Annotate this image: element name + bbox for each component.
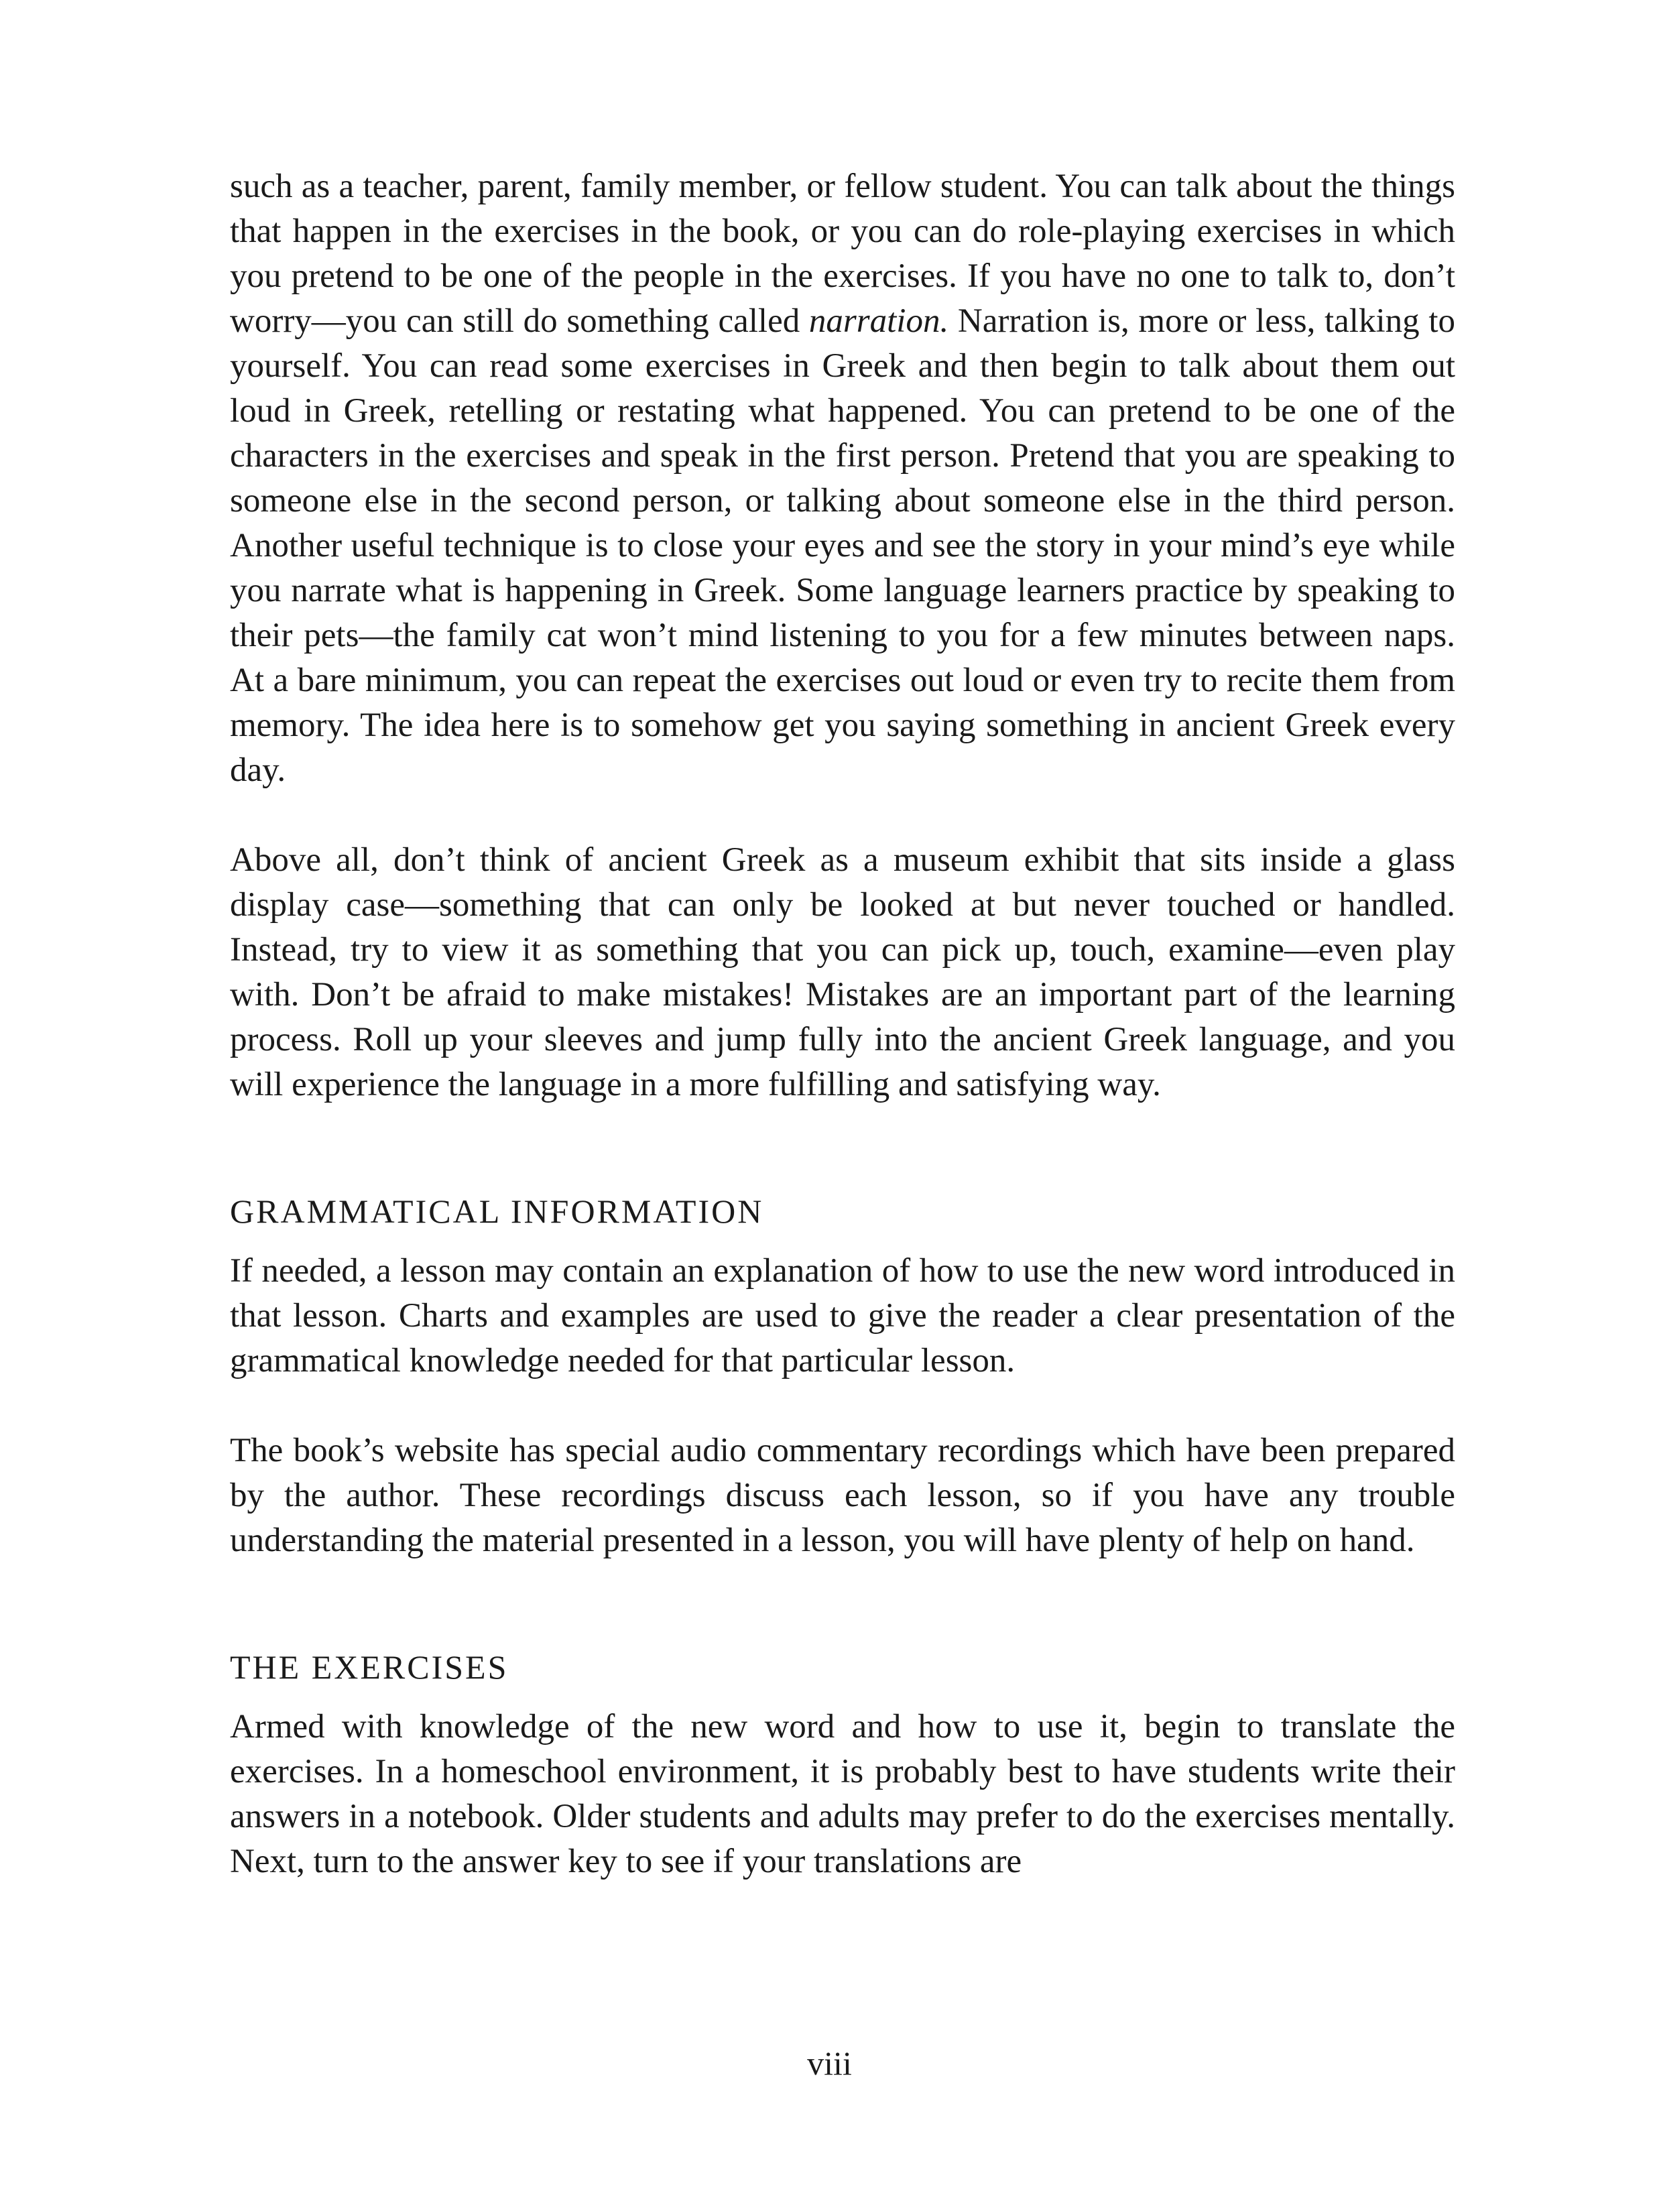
paragraph-narration bbox=[230, 164, 1455, 793]
section-the-exercises bbox=[230, 1645, 1455, 1884]
page-number: viii bbox=[807, 2044, 852, 2082]
section-heading: THE EXERCISES bbox=[230, 1648, 509, 1686]
paragraph-museum-exhibit: Above all, don’t think of ancient Greek as a museum exhibit that sits inside a glass display case—something that can only be looked at but never touched or handled. Instead, try to view it as something that you can pick up, touch, examine—even play with. Don’t be afraid to make mistakes! Mistakes are an important part of the learning process. Roll up your sleeves and jump fully into the ancient Greek language, and you will experience the language in a more fulfilling and satisfying way. bbox=[230, 841, 1455, 1103]
paragraph-narration-text-start: such as a teacher, parent, family member, or fellow student. You can talk about the things that happen in the exercises in the book, or you can do role-playing exercises in which you pretend to be one of the people in the exercises. If you have no one to talk to, don’t worry—you can still do something called bbox=[230, 168, 1455, 340]
narration-emphasis: narration. bbox=[808, 302, 949, 340]
section-heading: GRAMMATICAL INFORMATION bbox=[230, 1192, 764, 1230]
paragraph-exercises: Armed with knowledge of the new word and how to use it, begin to translate the exercises. In a homeschool environment, it is probably best to have students write their answers in a notebook. Older students and adults may prefer to do the exercises mentally. Next, turn to the answer key to see if your translations are bbox=[230, 1708, 1455, 1880]
section-grammatical-information bbox=[230, 1189, 1455, 1563]
paragraph-grammar-explanation: If needed, a lesson may contain an explanation of how to use the new word introduced in that lesson. Charts and examples are used to give the reader a clear presentation of the grammatical knowledge needed for that particular lesson. bbox=[230, 1252, 1455, 1379]
paragraph-audio-commentary: The book’s website has special audio commentary recordings which have been prepared by the author. These recordings discuss each lesson, so if you have any trouble understanding the material presented in a lesson, you will have plenty of help on hand. bbox=[230, 1432, 1455, 1559]
paragraph-narration-text-end: Narration is, more or less, talking to yourself. You can read some exercises in Greek and then begin to talk about them out loud in Greek, retelling or restating what happened. You can pretend to be one of the characters in the exercises and speak in the first person. Pretend that you are speaking to someone else in the second person, or talking about someone else in the third person. Another useful technique is to close your eyes and see the story in your mind’s eye while you narrate what is happening in Greek. Some language learners practice by speaking to their pets—the family cat won’t mind listening to you for a few minutes between naps. At a bare minimum, you can repeat the exercises out loud or even try to recite them from memory. The idea here is to somehow get you saying something in ancient Greek every day. bbox=[230, 302, 1455, 789]
page-body bbox=[230, 164, 1455, 1884]
